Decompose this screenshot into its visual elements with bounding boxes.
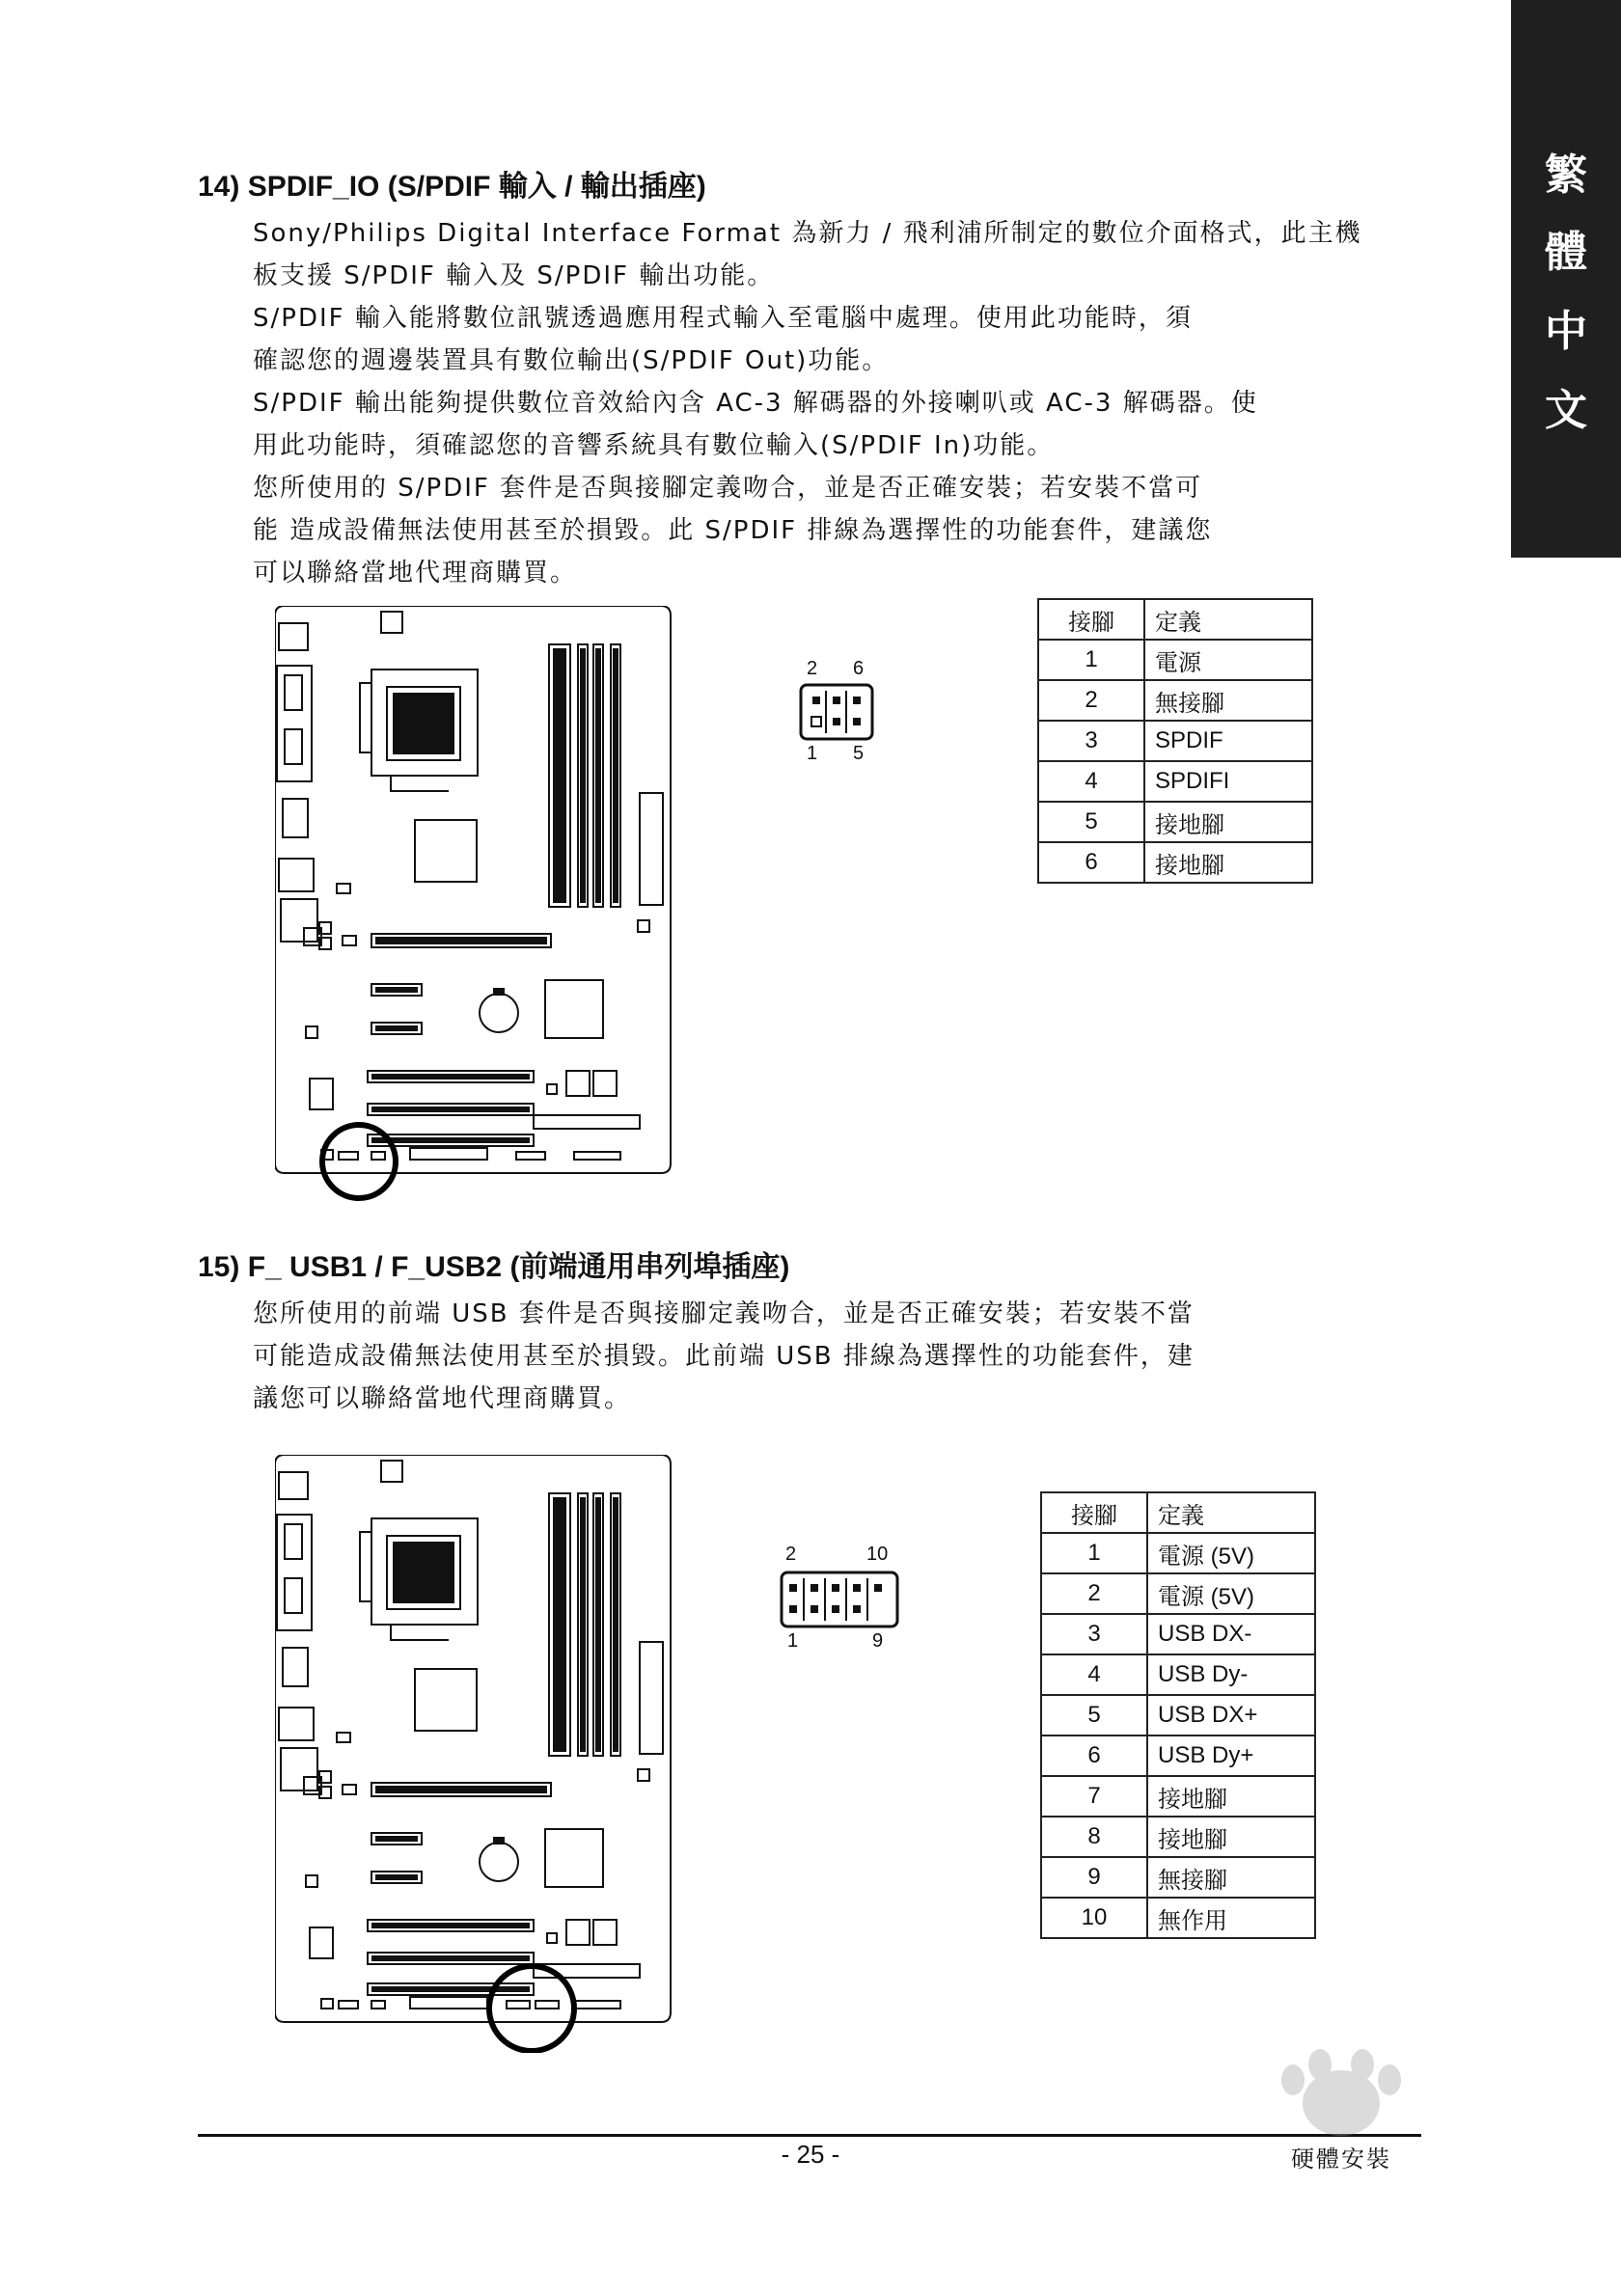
- motherboard-diagram-usb: [275, 1455, 680, 2053]
- table-row: [1038, 842, 1312, 883]
- side-tab-char-3: 中: [1545, 307, 1587, 356]
- table-row: [1041, 1533, 1315, 1573]
- spdif-location-highlight: [322, 1125, 396, 1198]
- pin-definition: USB DX-: [1147, 1614, 1315, 1654]
- section-15-body: [253, 1293, 1195, 1420]
- spdif-connector-diagram: [799, 683, 874, 741]
- pin-definition: 接地腳: [1144, 802, 1312, 842]
- pin-definition: 接地腳: [1144, 842, 1312, 883]
- pin-number: 6: [1038, 842, 1144, 883]
- language-side-tab: [1511, 0, 1621, 558]
- usb-location-highlight: [489, 1966, 574, 2051]
- section-15-heading: 15) F_ USB1 / F_USB2 (前端通用串列埠插座): [198, 1251, 790, 1283]
- pin-definition: 電源: [1144, 640, 1312, 680]
- section-14-line-4: 確認您的週邊裝置具有數位輸出(S/PDIF Out)功能。: [253, 346, 890, 375]
- pin-definition: 電源 (5V): [1147, 1573, 1315, 1614]
- section-14-body: [253, 212, 1362, 594]
- table-row: [1041, 1736, 1315, 1776]
- table-row: [1041, 1817, 1315, 1857]
- pin-definition: 接地腳: [1147, 1817, 1315, 1857]
- usb-pin-label-10: 10: [866, 1544, 889, 1565]
- table-row: [1041, 1857, 1315, 1898]
- section-14-line-2: 板支援 S/PDIF 輸入及 S/PDIF 輸出功能。: [253, 261, 775, 290]
- pin-definition: USB DX+: [1147, 1695, 1315, 1736]
- footer-section-label: 硬體安裝: [1291, 2146, 1391, 2173]
- table-header-row: [1041, 1492, 1315, 1533]
- section-15-line-1: 您所使用的前端 USB 套件是否與接腳定義吻合，並是否正確安裝；若安裝不當: [253, 1299, 1195, 1328]
- pin-number: 5: [1041, 1695, 1147, 1736]
- usb-pin-label-2: 2: [785, 1544, 797, 1565]
- pin-definition: 無接腳: [1147, 1857, 1315, 1898]
- side-tab-char-2: 體: [1545, 228, 1587, 277]
- pin-definition: SPDIF: [1144, 721, 1312, 761]
- section-14-line-9: 可以聯絡當地代理商購買。: [253, 559, 578, 588]
- usb-connector-diagram: [780, 1571, 899, 1628]
- table-row: [1041, 1898, 1315, 1938]
- usb-pin-label-9: 9: [872, 1630, 884, 1652]
- section-14-line-3: S/PDIF 輸入能將數位訊號透過應用程式輸入至電腦中處理。使用此功能時，須: [253, 304, 1193, 333]
- spdif-pin-table: [1037, 598, 1313, 884]
- pin-definition: 無接腳: [1144, 680, 1312, 721]
- pin-number: 1: [1041, 1533, 1147, 1573]
- table-row: [1038, 761, 1312, 802]
- pin-number: 8: [1041, 1817, 1147, 1857]
- paw-watermark-icon: [1148, 2045, 1534, 2248]
- pin-definition: 接地腳: [1147, 1776, 1315, 1817]
- table-row: [1038, 721, 1312, 761]
- pin-number: 6: [1041, 1736, 1147, 1776]
- pin-definition: 無作用: [1147, 1898, 1315, 1938]
- pin-header: 接腳: [1041, 1492, 1147, 1533]
- pin-number: 1: [1038, 640, 1144, 680]
- pin-definition: SPDIFI: [1144, 761, 1312, 802]
- page-number: - 25 -: [781, 2140, 840, 2169]
- definition-header: 定義: [1144, 599, 1312, 640]
- spdif-pin-label-6: 6: [853, 658, 865, 679]
- section-14-line-6: 用此功能時，須確認您的音響系統具有數位輸入(S/PDIF In)功能。: [253, 431, 1055, 460]
- section-14-line-5: S/PDIF 輸出能夠提供數位音效給內含 AC-3 解碼器的外接喇叭或 AC-3 解碼器。使: [253, 389, 1258, 418]
- pin-number: 3: [1038, 721, 1144, 761]
- pin-number: 7: [1041, 1776, 1147, 1817]
- table-header-row: [1038, 599, 1312, 640]
- pin-definition: USB Dy-: [1147, 1654, 1315, 1695]
- usb-pin-table: [1040, 1491, 1316, 1939]
- usb-pin-label-1: 1: [787, 1630, 799, 1652]
- motherboard-diagram-spdif: [275, 606, 680, 1204]
- section-14-line-8: 能 造成設備無法使用甚至於損毀。此 S/PDIF 排線為選擇性的功能套件，建議您: [253, 516, 1213, 545]
- side-tab-char-1: 繁: [1545, 150, 1587, 200]
- pin-definition: USB Dy+: [1147, 1736, 1315, 1776]
- section-14-line-7: 您所使用的 S/PDIF 套件是否與接腳定義吻合，並是否正確安裝；若安裝不當可: [253, 474, 1203, 503]
- spdif-pin-label-5: 5: [853, 743, 865, 764]
- pin-number: 10: [1041, 1898, 1147, 1938]
- pin-number: 2: [1038, 680, 1144, 721]
- table-row: [1038, 802, 1312, 842]
- table-row: [1041, 1695, 1315, 1736]
- pin-number: 2: [1041, 1573, 1147, 1614]
- section-14-heading: 14) SPDIF_IO (S/PDIF 輸入 / 輸出插座): [198, 171, 706, 203]
- table-row: [1041, 1776, 1315, 1817]
- table-row: [1041, 1654, 1315, 1695]
- spdif-pin-label-2: 2: [807, 658, 818, 679]
- pin-header: 接腳: [1038, 599, 1144, 640]
- section-15-line-3: 議您可以聯絡當地代理商購買。: [253, 1384, 632, 1413]
- pin-number: 5: [1038, 802, 1144, 842]
- pin-number: 3: [1041, 1614, 1147, 1654]
- table-row: [1041, 1614, 1315, 1654]
- side-tab-char-4: 文: [1545, 386, 1587, 435]
- spdif-pin-label-1: 1: [807, 743, 818, 764]
- pin-number: 4: [1038, 761, 1144, 802]
- pin-number: 9: [1041, 1857, 1147, 1898]
- table-row: [1038, 640, 1312, 680]
- pin-number: 4: [1041, 1654, 1147, 1695]
- table-row: [1041, 1573, 1315, 1614]
- definition-header: 定義: [1147, 1492, 1315, 1533]
- section-15-line-2: 可能造成設備無法使用甚至於損毀。此前端 USB 排線為選擇性的功能套件，建: [253, 1342, 1195, 1371]
- section-14-line-1: Sony/Philips Digital Interface Format 為新力 / 飛利浦所制定的數位介面格式，此主機: [253, 219, 1362, 248]
- table-row: [1038, 680, 1312, 721]
- pin-definition: 電源 (5V): [1147, 1533, 1315, 1573]
